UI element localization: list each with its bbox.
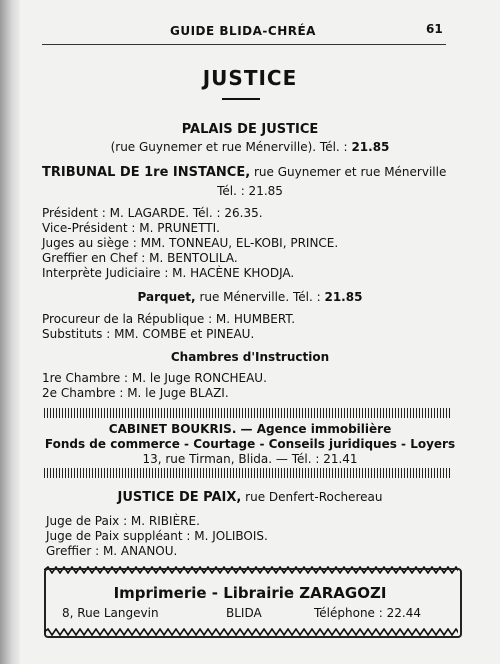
chambre-2: 2e Chambre : M. le Juge BLAZI. — [42, 386, 229, 400]
tribunal-interprete: Interprète Judiciaire : M. HACÈNE KHODJA. — [42, 266, 295, 280]
ad-zaragozi-city: BLIDA — [226, 606, 262, 620]
parquet-tel-label: Tél. : — [292, 290, 321, 304]
paix-suppleant: Juge de Paix suppléant : M. JOLIBOIS. — [46, 529, 268, 543]
chambres-heading: Chambres d'Instruction — [170, 350, 330, 364]
palais-tel-label: Tél. : — [319, 140, 348, 154]
ad-cabinet-line3: 13, rue Tirman, Blida. — Tél. : 21.41 — [142, 452, 358, 466]
ad-cabinet-line2: Fonds de commerce - Courtage - Conseils juridiques - Loyers — [44, 437, 456, 451]
title-rule — [222, 98, 260, 100]
tribunal-juges: Juges au siège : MM. TONNEAU, EL-KOBI, PRINCE. — [42, 236, 339, 250]
tribunal-greffier: Greffier en Chef : M. BENTOLILA. — [42, 251, 238, 265]
ad-zaragozi-address: 8, Rue Langevin — [62, 606, 159, 620]
parquet-heading: Parquet, — [137, 290, 196, 304]
parquet-address: rue Ménerville. — [199, 290, 290, 304]
parquet-tel: 21.85 — [324, 290, 363, 304]
header-rule — [42, 44, 446, 45]
page-gutter — [0, 0, 20, 664]
ad-border-bottom — [44, 468, 452, 478]
paix-juge: Juge de Paix : M. RIBIÈRE. — [46, 514, 200, 528]
tribunal-vice-president: Vice-Président : M. PRUNETTI. — [42, 221, 220, 235]
paix-address: rue Denfert-Rochereau — [245, 490, 383, 504]
parquet-substituts: Substituts : MM. COMBE et PINEAU. — [42, 327, 255, 341]
palais-address: (rue Guynemer et rue Ménerville). — [110, 140, 317, 154]
ad-wave-bottom — [44, 628, 458, 636]
tribunal-heading: TRIBUNAL DE 1re INSTANCE, — [42, 165, 251, 180]
chambre-1: 1re Chambre : M. le Juge RONCHEAU. — [42, 371, 267, 385]
parquet-line — [0, 290, 500, 304]
ad-cabinet-line1: CABINET BOUKRIS. — Agence immobilière — [108, 422, 392, 436]
parquet-procureur: Procureur de la République : M. HUMBERT. — [42, 312, 296, 326]
tribunal-line — [42, 165, 446, 180]
tribunal-address: rue Guynemer et rue Ménerville — [254, 165, 447, 179]
palais-address-line — [0, 140, 500, 154]
palais-heading: PALAIS DE JUSTICE — [181, 122, 319, 137]
paix-heading: JUSTICE DE PAIX, — [117, 490, 242, 505]
ad-zaragozi-phone: Téléphone : 22.44 — [314, 606, 421, 620]
tribunal-president: Président : M. LAGARDE. Tél. : 26.35. — [42, 206, 263, 220]
palais-tel: 21.85 — [351, 140, 390, 154]
paix-greffier: Greffier : M. ANANOU. — [46, 544, 178, 558]
tribunal-tel: Tél. : 21.85 — [217, 184, 283, 198]
ad-border-top — [44, 408, 452, 418]
running-title: GUIDE BLIDA-CHRÉA — [170, 24, 316, 38]
page-title: JUSTICE — [202, 66, 298, 90]
paix-line — [0, 490, 500, 505]
page-number: 61 — [426, 22, 443, 36]
ad-zaragozi-name: Imprimerie - Librairie ZARAGOZI — [113, 584, 387, 602]
